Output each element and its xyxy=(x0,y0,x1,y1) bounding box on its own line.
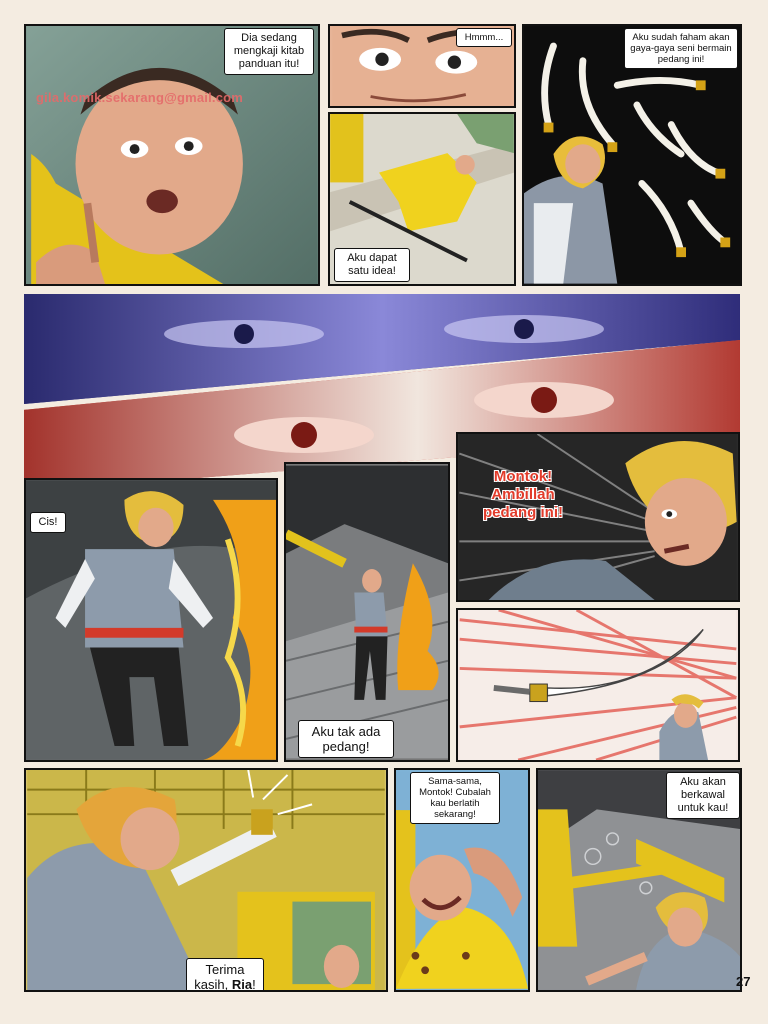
panel-7-boy-fire xyxy=(24,478,278,762)
panel-13-ria-guarding xyxy=(536,768,742,992)
speech-text-p9: Montok! Ambillah pedang ini! xyxy=(483,468,563,521)
panel-11-art xyxy=(26,770,386,990)
panel-9-ria-shouting xyxy=(456,432,740,602)
panel-8-distant-boy xyxy=(284,462,450,762)
speech-bubble-p11 xyxy=(186,958,264,992)
panel-2-eyes-closeup xyxy=(328,24,516,108)
speech-bubble-p3: Aku dapat satu idea! xyxy=(334,248,410,282)
speech-p11-suffix: ! xyxy=(252,977,256,992)
speech-p11-name: Ria xyxy=(231,977,253,992)
panel-3-monk-falling xyxy=(328,112,516,286)
speech-bubble-p13: Aku akan berkawal untuk kau! xyxy=(666,772,740,819)
watermark: gila.komik.sekarang@gmail.com xyxy=(36,90,244,105)
page-number: 27 xyxy=(736,974,751,989)
speech-bubble-p7: Cis! xyxy=(30,512,66,533)
speech-bubble-p8: Aku tak ada pedang! xyxy=(298,720,394,758)
panel-10-art xyxy=(458,610,738,760)
panel-10-sword-flying xyxy=(456,608,740,762)
panel-11-boy-catching xyxy=(24,768,388,992)
speech-p11-prefix: Terima kasih, xyxy=(194,962,245,992)
panel-12-monk-smiling xyxy=(394,768,530,992)
speech-bubble-p12: Sama-sama, Montok! Cubalah kau berlatih sekarang! xyxy=(410,772,500,824)
speech-bubble-p2: Hmmm... xyxy=(456,28,512,47)
panel-4-swords-vision xyxy=(522,24,742,286)
panel-1-thinking-man xyxy=(24,24,320,286)
speech-bubble-p1: Dia sedang mengkaji kitab panduan itu! xyxy=(224,28,314,75)
speech-bubble-p4: Aku sudah faham akan gaya-gaya seni bermain pedang ini! xyxy=(624,28,738,69)
panel-8-art xyxy=(286,464,448,760)
